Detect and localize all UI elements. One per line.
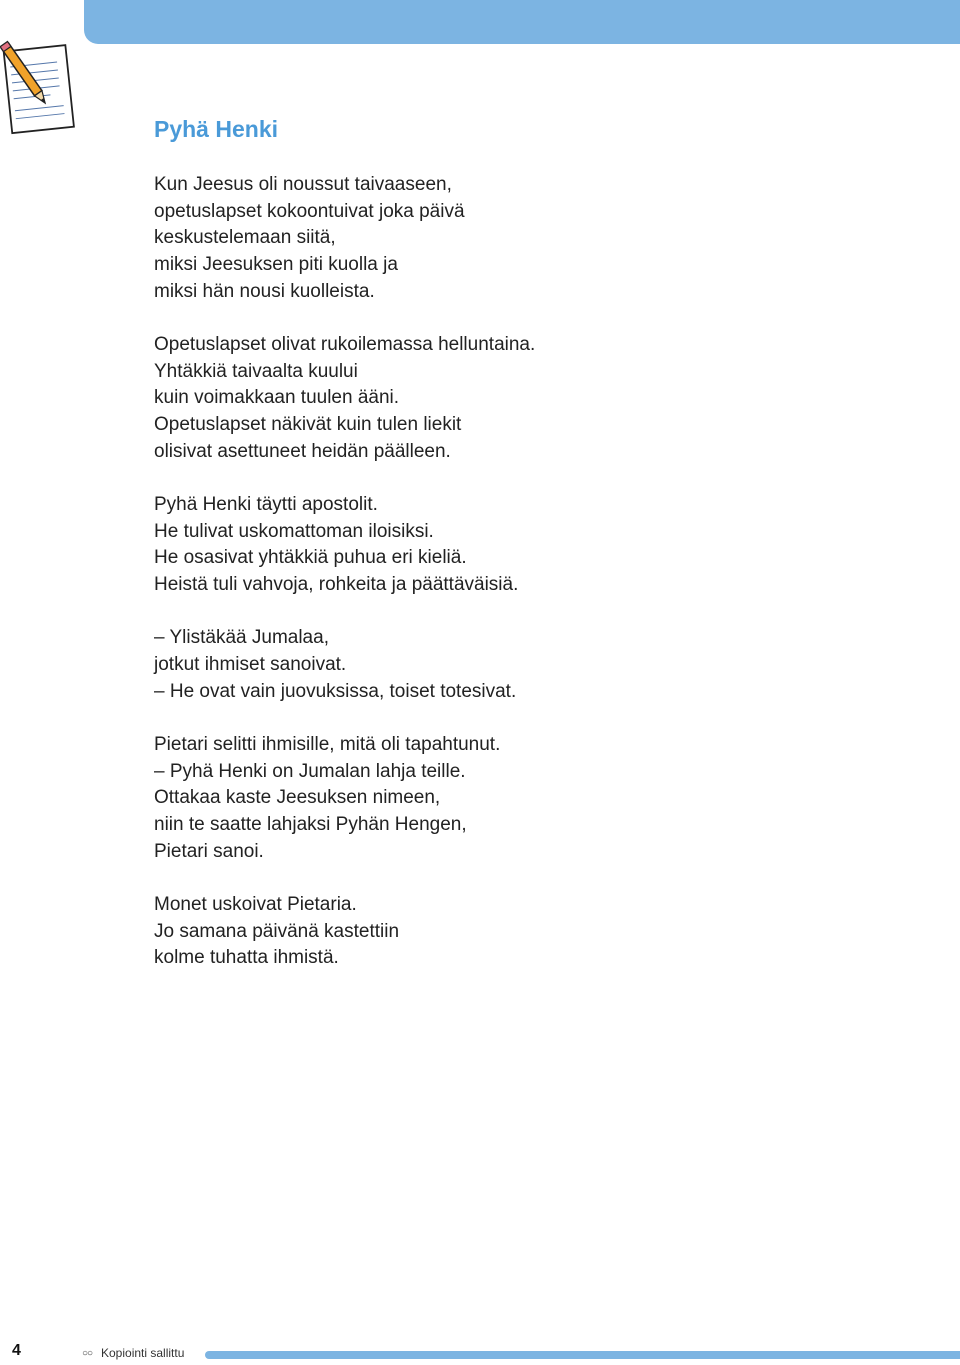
text-line: olisivat asettuneet heidän päälleen. [154,440,451,462]
text-line: Pietari sanoi. [154,840,264,862]
stanza [154,892,794,972]
text-line: Yhtäkkiä taivaalta kuului [154,360,358,382]
text-line: Opetuslapset olivat rukoilemassa helluntaina. [154,334,536,356]
stanza [154,332,794,466]
text-line: Opetuslapset näkivät kuin tulen liekit [154,414,462,436]
text-line: Pyhä Henki täytti apostolit. [154,494,378,516]
stanza [154,492,794,599]
text-line: miksi hän nousi kuolleista. [154,280,375,302]
text-line: miksi Jeesuksen piti kuolla ja [154,254,398,276]
text-line: Pietari selitti ihmisille, mitä oli tapahtunut. [154,733,501,755]
text-line: Monet uskoivat Pietaria. [154,893,357,915]
text-line: Kun Jeesus oli noussut taivaaseen, [154,174,452,195]
page-number: 4 [12,1342,21,1359]
stanza [154,172,794,306]
story-text [154,172,794,999]
stanza [154,625,794,705]
text-line: He osasivat yhtäkkiä puhua eri kieliä. [154,547,467,569]
text-line: keskustelemaan siitä, [154,227,336,249]
text-line: – Ylistäkää Jumalaa, [154,627,329,649]
text-line: niin te saatte lahjaksi Pyhän Hengen, [154,814,467,836]
text-line: Heistä tuli vahvoja, rohkeita ja päättäväisiä. [154,574,519,596]
text-line: opetuslapset kokoontuivat joka päivä [154,200,465,222]
text-line: – He ovat vain juovuksissa, toiset totesivat. [154,680,517,702]
page-title: Pyhä Henki [154,116,278,142]
page-footer [0,1340,960,1365]
text-line: kolme tuhatta ihmistä. [154,947,339,969]
text-line: – Pyhä Henki on Jumalan lahja teille. [154,760,466,782]
text-line: kuin voimakkaan tuulen ääni. [154,387,400,409]
circles-icon: ○○ [82,1348,93,1359]
footer-bar [205,1351,960,1359]
text-line: Jo samana päivänä kastettiin [154,920,400,942]
text-line: He tulivat uskomattoman iloisiksi. [154,520,434,542]
header-bar [84,0,960,44]
stanza [154,732,794,866]
copy-permission-note: Kopiointi sallittu [101,1346,185,1360]
pencil-worksheet-icon [0,36,78,136]
text-line: Ottakaa kaste Jeesuksen nimeen, [154,787,441,809]
text-line: jotkut ihmiset sanoivat. [154,654,347,676]
